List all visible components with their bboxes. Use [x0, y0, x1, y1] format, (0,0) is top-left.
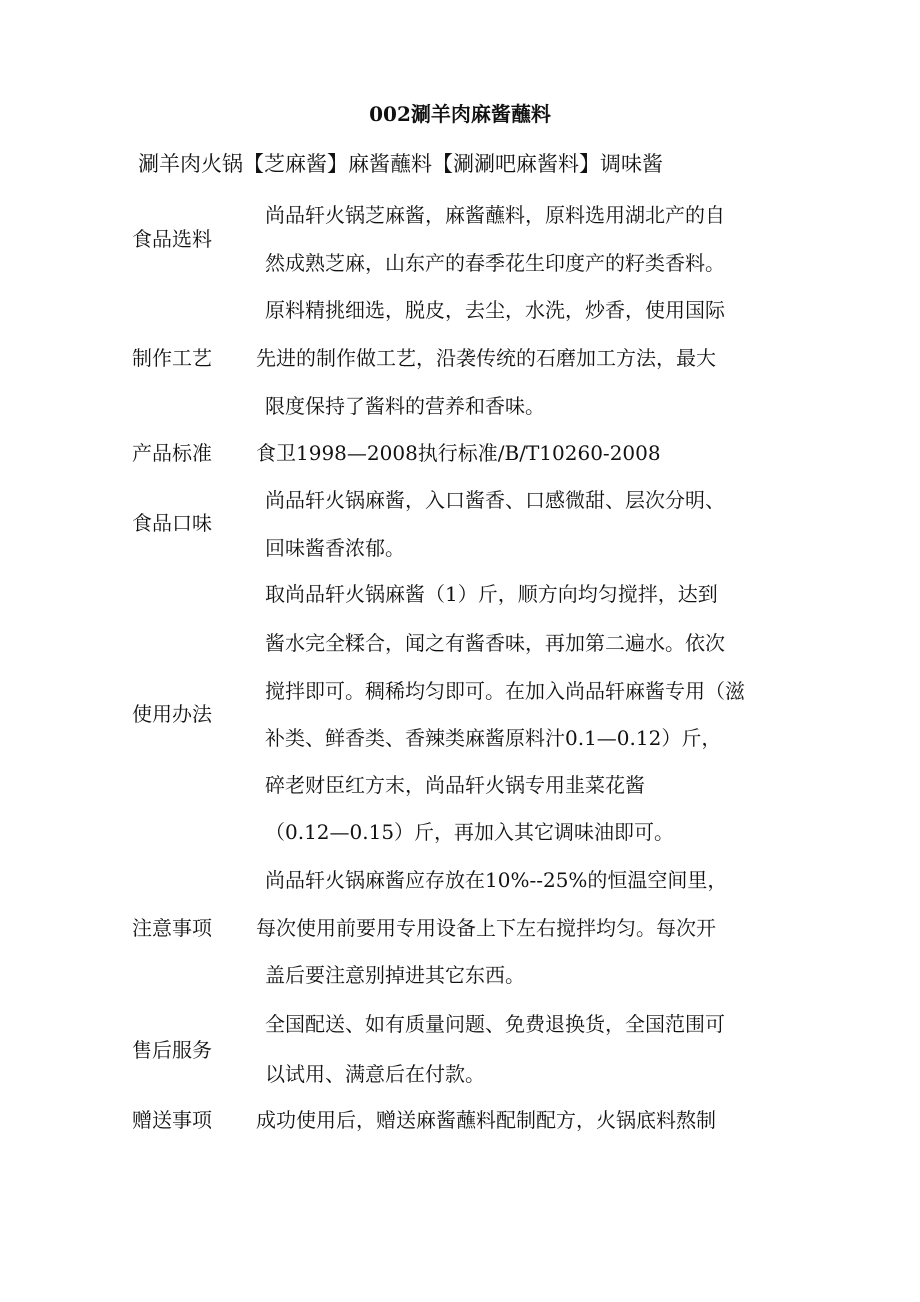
section-label-usage: 使用办法: [132, 702, 212, 726]
section-line: 以试用、满意后在付款。: [265, 1062, 485, 1086]
section-line: 成功使用后，赠送麻酱蘸料配制配方，火锅底料熬制: [256, 1108, 716, 1132]
section-line: 取尚品轩火锅麻酱（1）斤，顺方向均匀搅拌，达到: [265, 582, 718, 606]
section-label-precautions: 注意事项: [132, 916, 212, 940]
section-line: 限度保持了酱料的营养和香味。: [265, 394, 545, 418]
section-line: 食卫1998—2008执行标准/B/T10260-2008: [256, 441, 661, 465]
section-line: 全国配送、如有质量问题、免费退换货，全国范围可: [265, 1012, 725, 1036]
section-line: 尚品轩火锅麻酱应存放在10%--25%的恒温空间里，: [265, 868, 728, 892]
section-line: 酱水完全糅合，闻之有酱香味，再加第二遍水。依次: [265, 631, 725, 655]
section-line: 回味酱香浓郁。: [265, 536, 405, 560]
section-label-food-selection: 食品选料: [132, 227, 212, 251]
section-label-after-sales: 售后服务: [132, 1038, 212, 1062]
section-line: 尚品轩火锅麻酱，入口酱香、口感微甜、层次分明、: [265, 488, 725, 512]
section-line: 搅拌即可。稠稀均匀即可。在加入尚品轩麻酱专用（滋: [265, 679, 745, 703]
document-subtitle: 涮羊肉火锅【芝麻酱】麻酱蘸料【涮涮吧麻酱料】调味酱: [138, 152, 663, 176]
section-label-gifts: 赠送事项: [132, 1108, 212, 1132]
section-line: 尚品轩火锅芝麻酱，麻酱蘸料，原料选用湖北产的自: [265, 203, 725, 227]
section-line: 碎老财臣红方末，尚品轩火锅专用韭菜花酱: [265, 773, 645, 797]
section-line: 然成熟芝麻，山东产的春季花生印度产的籽类香料。: [265, 251, 725, 275]
section-line: （0.12—0.15）斤，再加入其它调味油即可。: [265, 820, 675, 844]
section-label-food-taste: 食品口味: [132, 511, 212, 535]
section-label-product-standard: 产品标准: [132, 441, 212, 465]
section-line: 补类、鲜香类、香辣类麻酱原料汁0.1—0.12）斤，: [265, 726, 722, 750]
section-line: 先进的制作做工艺，沿袭传统的石磨加工方法，最大: [256, 346, 716, 370]
section-line: 原料精挑细选，脱皮，去尘，水洗，炒香，使用国际: [265, 298, 725, 322]
section-label-production-process: 制作工艺: [132, 346, 212, 370]
section-line: 盖后要注意别掉进其它东西。: [265, 963, 525, 987]
document-title: 002涮羊肉麻酱蘸料: [369, 102, 551, 126]
section-line: 每次使用前要用专用设备上下左右搅拌均匀。每次开: [256, 916, 716, 940]
